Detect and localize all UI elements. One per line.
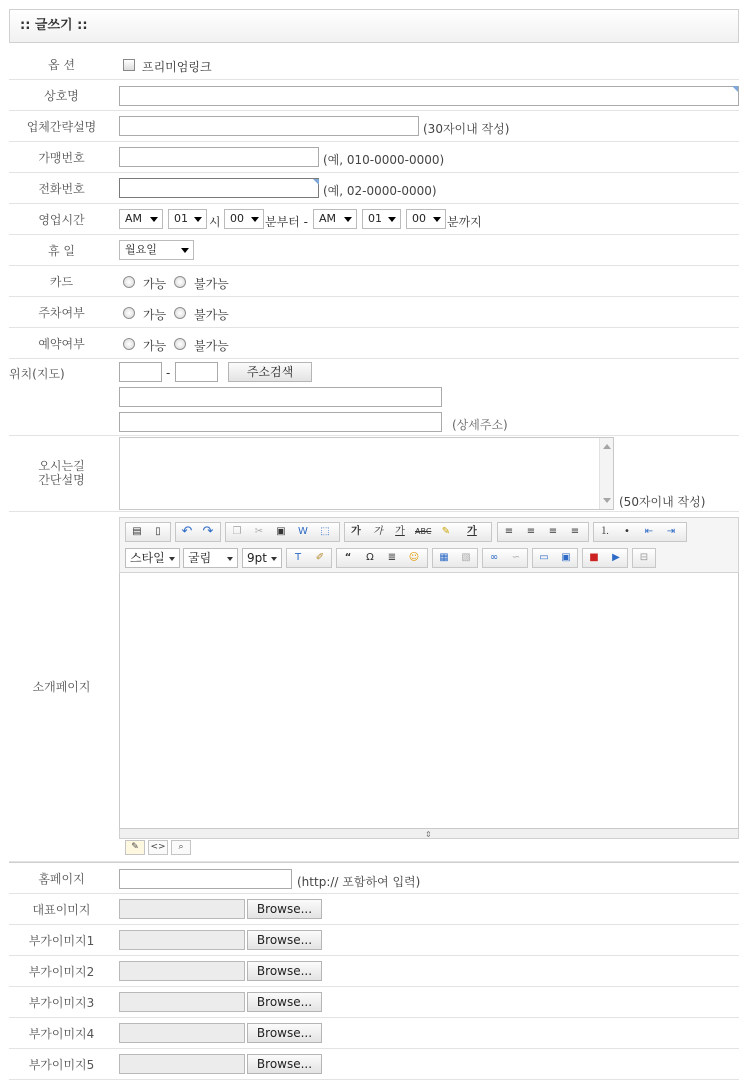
indent-icon[interactable]: ⇥: [666, 526, 676, 537]
underline-icon[interactable]: 가: [395, 526, 405, 537]
extra-image-1-browse-button[interactable]: Browse...: [247, 930, 322, 950]
start-hour-value: 01: [174, 212, 188, 225]
tb-group-format: [344, 522, 492, 542]
tb-group-insert: [336, 548, 428, 568]
chevron-down-icon: [194, 217, 202, 222]
html-mode-icon[interactable]: <>: [148, 840, 168, 855]
style-select[interactable]: [125, 548, 180, 568]
tb-group-list: [593, 522, 687, 542]
short-desc-label: 업체간략설명: [26, 120, 97, 134]
tb-group-clipboard: [225, 522, 340, 542]
cut-icon[interactable]: ✂: [254, 526, 264, 537]
table-edit-icon[interactable]: ▧: [461, 552, 471, 563]
copy-icon[interactable]: ❐: [232, 526, 242, 537]
numbered-list-icon[interactable]: ⒈: [600, 526, 610, 537]
scroll-up-icon[interactable]: [603, 444, 611, 449]
end-min-select[interactable]: [406, 209, 446, 229]
rich-text-editor: [119, 517, 739, 857]
input-corner-marker: [313, 179, 319, 185]
page-title: :: 글쓰기 ::: [9, 9, 739, 43]
bullet-list-icon[interactable]: •: [624, 526, 630, 537]
extra-image-5-browse-button[interactable]: Browse...: [247, 1054, 322, 1074]
preview-mode-icon[interactable]: ⌕: [171, 840, 191, 855]
extra-image-5-path[interactable]: [119, 1054, 245, 1074]
tb-group-align: [497, 522, 589, 542]
scroll-down-icon[interactable]: [603, 498, 611, 503]
location-label: 위치(지도): [9, 367, 65, 381]
bold-icon[interactable]: 가: [351, 526, 361, 537]
clear-format-icon[interactable]: T: [294, 552, 302, 563]
extra-image-1-label: 부가이미지1: [28, 934, 95, 948]
end-hour-select[interactable]: [362, 209, 401, 229]
row-rep-image: [9, 894, 739, 925]
end-min-value: 00: [412, 212, 426, 225]
input-corner-marker: [732, 86, 738, 92]
row-options: [9, 49, 739, 80]
horizontal-line-icon[interactable]: ≣: [387, 552, 397, 563]
reservation-yes-radio[interactable]: [123, 338, 135, 350]
start-min-select[interactable]: [224, 209, 264, 229]
start-hour-select[interactable]: [168, 209, 207, 229]
font-select-value: 굴림: [188, 551, 212, 565]
flash-icon[interactable]: ■: [589, 552, 599, 563]
extra-image-2-path[interactable]: [119, 961, 245, 981]
chevron-down-icon: [150, 217, 158, 222]
hours-label: 영업시간: [38, 213, 85, 227]
align-justify-icon[interactable]: ≡: [570, 526, 580, 537]
undo-icon[interactable]: ↶: [181, 524, 193, 539]
row-card: [9, 266, 739, 297]
row-phone: [9, 173, 739, 204]
intro-page-label: 소개페이지: [32, 680, 91, 694]
size-select-value: 9pt: [247, 551, 267, 565]
parking-yes-radio[interactable]: [123, 307, 135, 319]
extra-image-3-path[interactable]: [119, 992, 245, 1012]
font-color-icon[interactable]: 가: [467, 526, 477, 537]
redo-icon[interactable]: ↷: [202, 524, 214, 539]
tb-group-table: [432, 548, 478, 568]
end-ampm-select[interactable]: [313, 209, 357, 229]
select-all-icon[interactable]: ⬚: [320, 526, 330, 537]
address-input[interactable]: [119, 387, 442, 407]
italic-icon[interactable]: 가: [373, 526, 383, 537]
to-text: 분까지: [447, 215, 482, 229]
align-center-icon[interactable]: ≡: [526, 526, 536, 537]
extra-image-3-label: 부가이미지3: [28, 996, 95, 1010]
homepage-input[interactable]: [119, 869, 292, 889]
page-break-icon[interactable]: ⊟: [639, 552, 649, 563]
row-directions: [9, 436, 739, 512]
align-left-icon[interactable]: ≡: [504, 526, 514, 537]
chevron-down-icon: [344, 217, 352, 222]
franchise-no-label: 가맹번호: [38, 151, 85, 165]
premium-link-label: 프리미엄링크: [142, 60, 212, 74]
media-play-icon[interactable]: ▶: [612, 552, 620, 563]
extra-image-4-label: 부가이미지4: [28, 1027, 95, 1041]
parking-no-label: 불가능: [194, 308, 229, 322]
end-ampm-value: AM: [319, 212, 337, 225]
size-select[interactable]: [242, 548, 282, 568]
quote-icon[interactable]: “: [344, 552, 352, 563]
premium-link-checkbox[interactable]: [123, 59, 135, 71]
reservation-yes-label: 가능: [143, 339, 167, 353]
emoticon-icon[interactable]: ☺: [408, 552, 420, 563]
homepage-hint: (http:// 포함하여 입력): [297, 875, 421, 889]
holiday-select[interactable]: [119, 240, 194, 260]
card-yes-radio[interactable]: [123, 276, 135, 288]
extra-image-4-browse-button[interactable]: Browse...: [247, 1023, 322, 1043]
editor-toolbar: [119, 517, 739, 573]
row-parking: [9, 297, 739, 328]
parking-no-radio[interactable]: [174, 307, 186, 319]
editor-resize-handle[interactable]: [119, 829, 739, 839]
rep-image-browse-button[interactable]: Browse...: [247, 899, 322, 919]
from-text: 분부터 -: [265, 215, 308, 229]
franchise-no-input[interactable]: [119, 147, 319, 167]
row-homepage: [9, 862, 739, 894]
row-hours: [9, 204, 739, 235]
directions-label-line2: 간단설명: [38, 473, 85, 487]
directions-scrollbar[interactable]: [599, 438, 613, 509]
chevron-down-icon: [181, 248, 189, 253]
tb-group-page: [632, 548, 656, 568]
row-short-desc: [9, 111, 739, 142]
business-name-input[interactable]: [119, 86, 739, 106]
row-extra-image-5: [9, 1049, 739, 1080]
extra-image-2-browse-button[interactable]: Browse...: [247, 961, 322, 981]
row-extra-image-1: [9, 925, 739, 956]
extra-image-4-path[interactable]: [119, 1023, 245, 1043]
edit-mode-icon[interactable]: ✎: [125, 840, 145, 855]
start-ampm-select[interactable]: [119, 209, 163, 229]
row-extra-image-2: [9, 956, 739, 987]
row-location: [9, 359, 739, 436]
chevron-down-icon: [271, 557, 277, 561]
start-min-value: 00: [230, 212, 244, 225]
chevron-down-icon: [251, 217, 259, 222]
row-extra-image-4: [9, 1018, 739, 1049]
reservation-no-label: 불가능: [194, 339, 229, 353]
phone-label: 전화번호: [38, 182, 85, 196]
card-no-radio[interactable]: [174, 276, 186, 288]
align-right-icon[interactable]: ≡: [548, 526, 558, 537]
address-detail-hint: (상세주소): [452, 418, 508, 432]
chevron-down-icon: [169, 557, 175, 561]
short-desc-hint: (30자이내 작성): [423, 122, 510, 136]
font-select[interactable]: [183, 548, 238, 568]
paste-word-icon[interactable]: W: [298, 526, 308, 537]
phone-input[interactable]: [119, 178, 319, 198]
phone-hint: (예, 02-0000-0000): [323, 184, 437, 198]
print-icon[interactable]: ▤: [132, 526, 142, 537]
hour-sep-text: 시: [209, 215, 221, 229]
paste-icon[interactable]: ▣: [276, 526, 286, 537]
tb-group-image: [532, 548, 578, 568]
editor-content-area[interactable]: [119, 573, 739, 829]
parking-label: 주차여부: [38, 306, 85, 320]
holiday-value: 월요일: [125, 243, 157, 256]
link-icon[interactable]: ∞: [489, 552, 499, 563]
style-select-value: 스타일: [130, 551, 165, 565]
tb-group-print: [125, 522, 171, 542]
zip-first-input[interactable]: [119, 362, 162, 382]
rep-image-label: 대표이미지: [32, 903, 91, 917]
short-desc-input[interactable]: [119, 116, 419, 136]
rep-image-path[interactable]: [119, 899, 245, 919]
chevron-down-icon: [227, 557, 233, 561]
special-char-icon[interactable]: Ω: [366, 552, 374, 563]
card-no-label: 불가능: [194, 277, 229, 291]
row-business-name: [9, 80, 739, 111]
row-franchise-no: [9, 142, 739, 173]
new-doc-icon[interactable]: ▯: [155, 526, 161, 537]
card-label: 카드: [49, 275, 74, 289]
highlight-icon[interactable]: ✎: [441, 526, 451, 537]
business-name-label: 상호명: [44, 89, 79, 103]
unlink-icon[interactable]: ∽: [511, 552, 521, 563]
tb-group-link: [482, 548, 528, 568]
image-icon[interactable]: ▭: [539, 552, 549, 563]
options-label: 옵 션: [48, 58, 75, 72]
homepage-label: 홈페이지: [38, 872, 85, 886]
tb-group-media: [582, 548, 628, 568]
directions-hint: (50자이내 작성): [619, 495, 706, 509]
outdent-icon[interactable]: ⇤: [644, 526, 654, 537]
tb-group-clear: [286, 548, 332, 568]
reservation-no-radio[interactable]: [174, 338, 186, 350]
extra-image-3-browse-button[interactable]: Browse...: [247, 992, 322, 1012]
brush-icon[interactable]: ✐: [315, 552, 325, 563]
zip-second-input[interactable]: [175, 362, 218, 382]
address-detail-input[interactable]: [119, 412, 442, 432]
zip-separator: -: [166, 366, 171, 380]
row-reservation: [9, 328, 739, 359]
start-ampm-value: AM: [125, 212, 143, 225]
row-extra-image-3: [9, 987, 739, 1018]
directions-textarea[interactable]: [119, 437, 614, 510]
strike-icon[interactable]: ABC: [415, 527, 432, 536]
end-hour-value: 01: [368, 212, 382, 225]
chevron-down-icon: [388, 217, 396, 222]
extra-image-5-label: 부가이미지5: [28, 1058, 95, 1072]
holiday-label: 휴 일: [48, 244, 75, 258]
parking-yes-label: 가능: [143, 308, 167, 322]
franchise-no-hint: (예, 010-0000-0000): [323, 153, 445, 167]
extra-image-2-label: 부가이미지2: [28, 965, 95, 979]
card-yes-label: 가능: [143, 277, 167, 291]
resize-icon: ⇕: [425, 830, 432, 839]
address-search-button[interactable]: 주소검색: [228, 362, 312, 382]
image-upload-icon[interactable]: ▣: [561, 552, 571, 563]
reservation-label: 예약여부: [38, 337, 85, 351]
extra-image-1-path[interactable]: [119, 930, 245, 950]
table-icon[interactable]: ▦: [439, 552, 449, 563]
tb-group-undo: [175, 522, 221, 542]
row-holiday: [9, 235, 739, 266]
directions-label-line1: 오시는길: [38, 459, 85, 473]
chevron-down-icon: [433, 217, 441, 222]
